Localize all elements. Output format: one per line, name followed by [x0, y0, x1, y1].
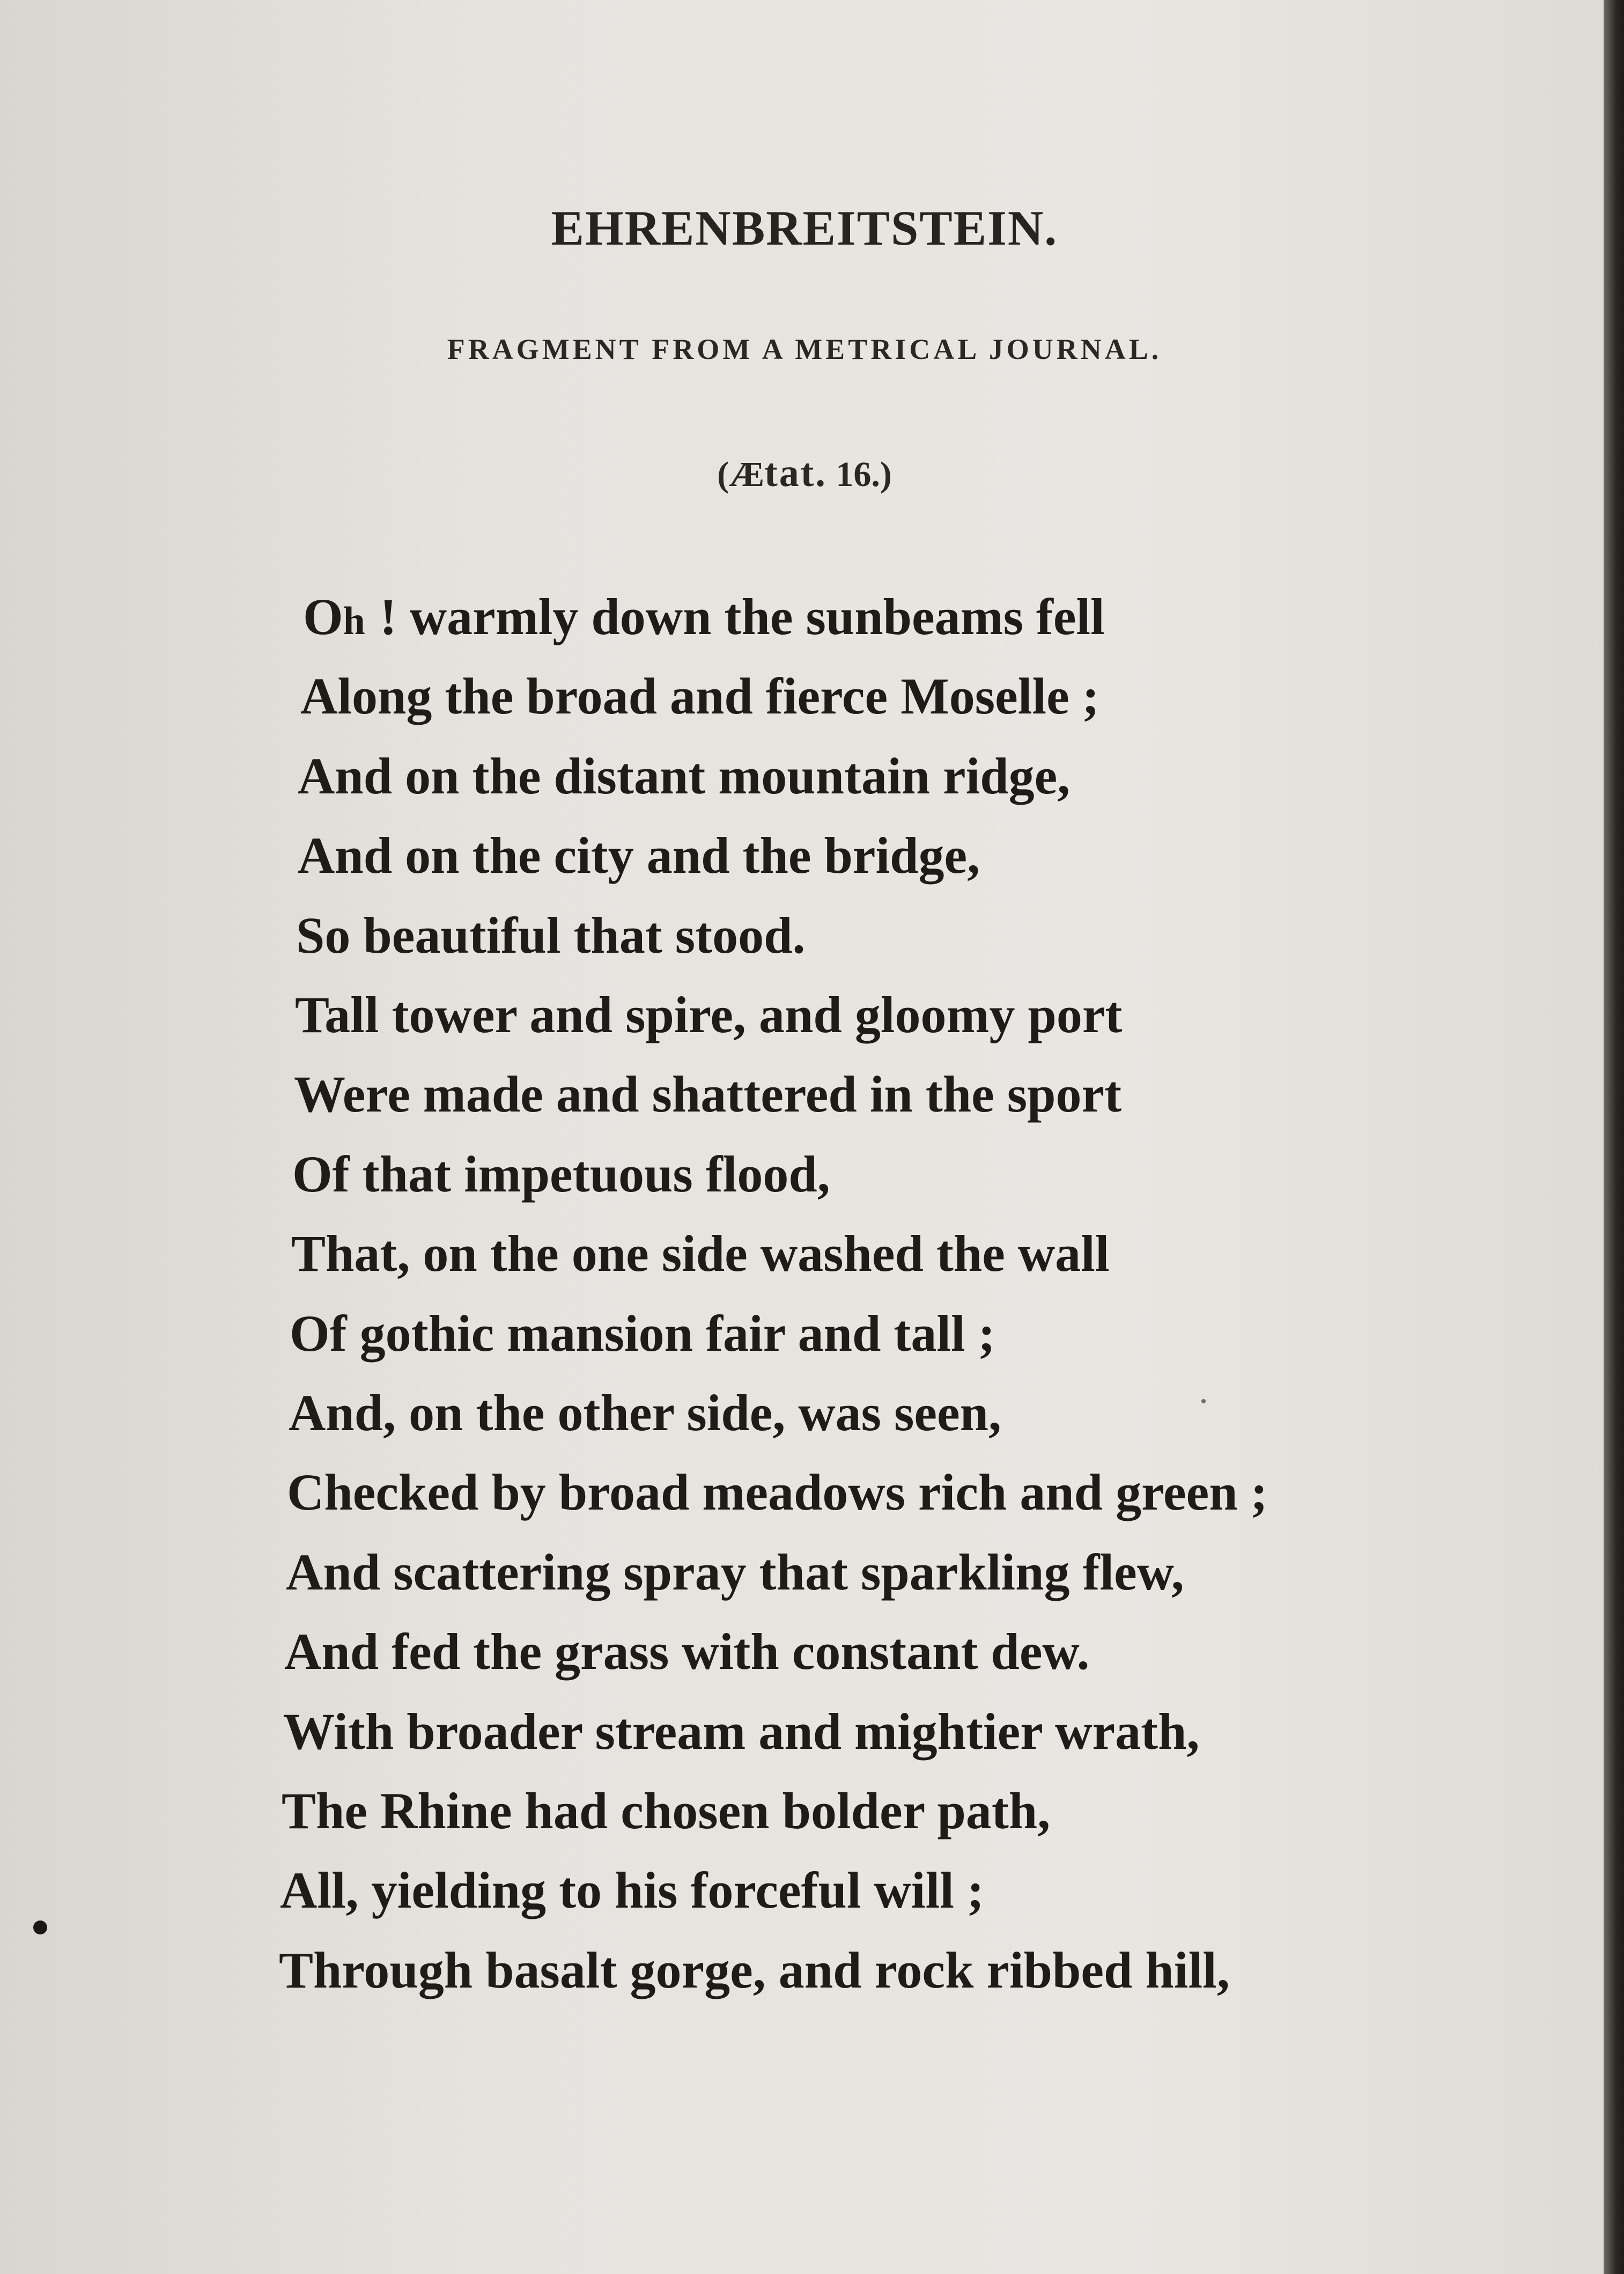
poem-line: Tall tower and spire, and gloomy port — [295, 986, 1123, 1043]
initial-small-caps: h — [343, 599, 367, 643]
poem-subtitle: FRAGMENT FROM A METRICAL JOURNAL. — [447, 333, 1162, 365]
poem-line: Were made and shattered in the sport — [294, 1065, 1122, 1123]
ink-speck — [1201, 1399, 1206, 1403]
poem-line: Checked by broad meadows rich and green ; — [287, 1463, 1268, 1521]
poem-line: That, on the one side washed the wall — [291, 1225, 1110, 1282]
poem-line-1 — [303, 585, 1105, 649]
poem-line: And on the city and the bridge, — [298, 827, 980, 884]
poem-line: Along the broad and fierce Moselle ; — [300, 667, 1099, 725]
poem-line: Of that impetuous flood, — [292, 1145, 830, 1203]
poem-line: Of gothic mansion fair and tall ; — [290, 1305, 995, 1362]
poem-line: With broader stream and mightier wrath, — [283, 1703, 1200, 1760]
etat-first-letter: Æ — [729, 455, 765, 494]
poem-line: The Rhine had chosen bolder path, — [282, 1782, 1051, 1839]
author-age-note — [0, 451, 1609, 496]
ink-speck — [33, 1920, 47, 1934]
poem-line: All, yielding to his forceful will ; — [280, 1861, 984, 1919]
poem-line: And fed the grass with constant dew. — [284, 1623, 1090, 1680]
drop-initial: O — [303, 588, 343, 645]
poem-line: And on the distant mountain ridge, — [298, 747, 1071, 805]
poem-line: So beautiful that stood. — [296, 907, 806, 964]
first-line-text: ! warmly down the sunbeams fell — [379, 588, 1105, 645]
etat-age: 16.) — [836, 455, 892, 494]
poem-body — [0, 585, 1609, 2087]
etat-rest: tat. — [764, 451, 827, 495]
poem-line: And, on the other side, was seen, — [289, 1384, 1001, 1441]
poem-line: And scattering spray that sparkling flew, — [286, 1543, 1184, 1601]
poem-line: Through basalt gorge, and rock ribbed hill, — [279, 1941, 1230, 1999]
page-edge-shadow — [1604, 0, 1624, 2274]
etat-open-paren: ( — [717, 455, 729, 494]
poem-title: EHRENBREITSTEIN. — [551, 201, 1058, 255]
